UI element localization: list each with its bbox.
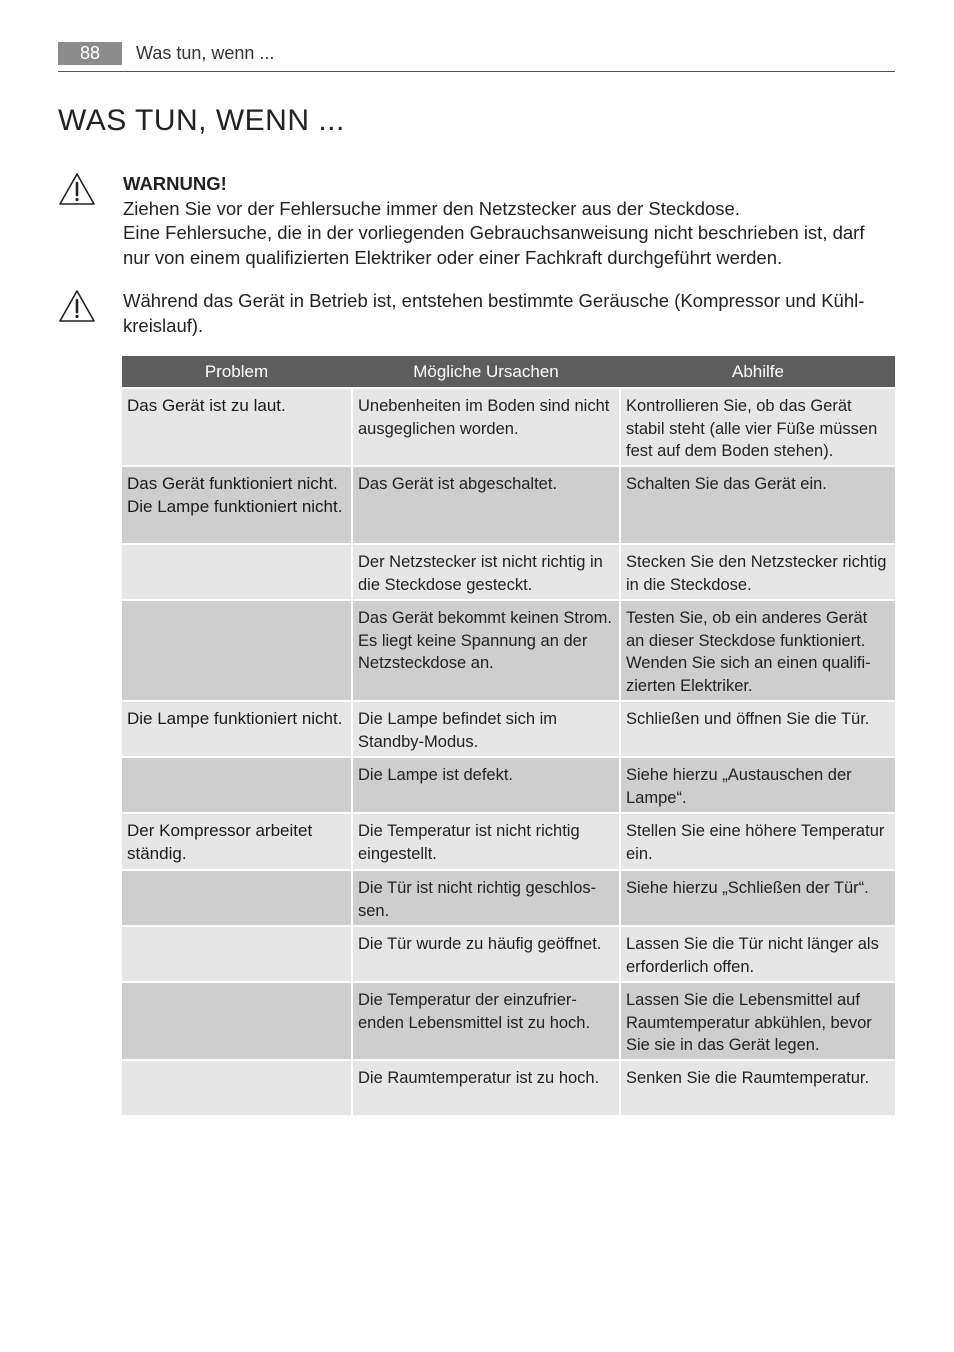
table-row — [122, 543, 895, 599]
cause-cell: Das Gerät ist abgeschaltet. — [353, 467, 619, 543]
cause-cell: Die Tür ist nicht richtig geschlossen. — [353, 871, 619, 925]
table-row — [122, 869, 895, 925]
cause-cell: Die Temperatur der einzufrierenden Lebensmittel ist zu hoch. — [353, 983, 619, 1059]
remedy-cell: Stecken Sie den Netzstecker richtig in die Steckdose. — [621, 545, 895, 599]
table-header — [122, 356, 895, 387]
warning-title: WARNUNG! — [123, 173, 227, 194]
problem-cell — [122, 927, 351, 981]
page-number: 88 — [58, 42, 122, 65]
remedy-cell: Testen Sie, ob ein anderes Gerät an dieser Steckdose funktioniert. Wenden Sie sich an einen qualifizierten Elektriker. — [621, 601, 895, 700]
cause-cell: Unebenheiten im Boden sind nicht ausgeglichen worden. — [353, 389, 619, 465]
page-header — [58, 40, 895, 72]
column-header-remedy: Abhilfe — [732, 362, 784, 381]
cause-cell: Die Lampe befindet sich im Standby-Modus. — [353, 702, 619, 756]
table-row — [122, 1059, 895, 1115]
warning-line: Ziehen Sie vor der Fehlersuche immer den Netzstecker aus der Steckdose. — [123, 197, 740, 219]
warning-text — [123, 172, 895, 270]
running-title: Was tun, wenn ... — [136, 43, 275, 63]
cause-cell: Die Raumtemperatur ist zu hoch. — [353, 1061, 619, 1115]
table-row — [122, 387, 895, 465]
warning-triangle-icon — [58, 289, 96, 323]
remedy-cell: Senken Sie die Raumtemperatur. — [621, 1061, 895, 1115]
remedy-cell: Lassen Sie die Lebensmittel auf Raumtemperatur abkühlen, bevor Sie sie in das Gerät legen. — [621, 983, 895, 1059]
remedy-cell: Siehe hierzu „Schließen der Tür“. — [621, 871, 895, 925]
problem-cell — [122, 871, 351, 925]
page-title: WAS TUN, WENN ... — [58, 104, 345, 137]
problem-cell: Der Kompressor arbeitet ständig. — [122, 814, 351, 869]
table-row — [122, 700, 895, 756]
cause-cell: Die Lampe ist defekt. — [353, 758, 619, 812]
table-row — [122, 812, 895, 869]
table-row — [122, 981, 895, 1059]
problem-cell: Das Gerät funktioniert nicht. Die Lampe funktioniert nicht. — [122, 467, 351, 543]
problem-cell — [122, 758, 351, 812]
warning-line: Eine Fehlersuche, die in der vorliegenden Gebrauchsanweisung nicht beschrieben ist, darf nur von einem qualifizierten Elektriker oder einer Fachkraft durchgeführt werden. — [123, 222, 865, 268]
remedy-cell: Schalten Sie das Gerät ein. — [621, 467, 895, 543]
table-row — [122, 756, 895, 812]
cause-cell: Das Gerät bekommt keinen Strom. Es liegt keine Spannung an der Netzsteckdose an. — [353, 601, 619, 700]
table-row — [122, 465, 895, 543]
troubleshooting-table — [122, 356, 895, 1115]
problem-cell: Das Gerät ist zu laut. — [122, 389, 351, 465]
column-header-causes: Mögliche Ursachen — [413, 362, 559, 381]
remedy-cell: Siehe hierzu „Austauschen der Lampe“. — [621, 758, 895, 812]
cause-cell: Die Temperatur ist nicht richtig eingestellt. — [353, 814, 619, 869]
warning-triangle-icon — [58, 172, 96, 206]
warning-line: Während das Gerät in Betrieb ist, entstehen bestimmte Geräusche (Kompressor und Kühlkreislauf). — [123, 290, 865, 336]
problem-cell — [122, 545, 351, 599]
problem-cell — [122, 983, 351, 1059]
remedy-cell: Stellen Sie eine höhere Temperatur ein. — [621, 814, 895, 869]
cause-cell: Die Tür wurde zu häufig geöffnet. — [353, 927, 619, 981]
remedy-cell: Schließen und öffnen Sie die Tür. — [621, 702, 895, 756]
remedy-cell: Kontrollieren Sie, ob das Gerät stabil steht (alle vier Füße müssen fest auf dem Boden stehen). — [621, 389, 895, 465]
problem-cell — [122, 601, 351, 700]
column-header-problem: Problem — [204, 362, 269, 381]
cause-cell: Der Netzstecker ist nicht richtig in die Steckdose gesteckt. — [353, 545, 619, 599]
problem-cell — [122, 1061, 351, 1115]
table-row — [122, 599, 895, 700]
table-row — [122, 925, 895, 981]
remedy-cell: Lassen Sie die Tür nicht länger als erforderlich offen. — [621, 927, 895, 981]
warning-text — [123, 289, 895, 338]
problem-cell: Die Lampe funktioniert nicht. — [122, 702, 351, 756]
